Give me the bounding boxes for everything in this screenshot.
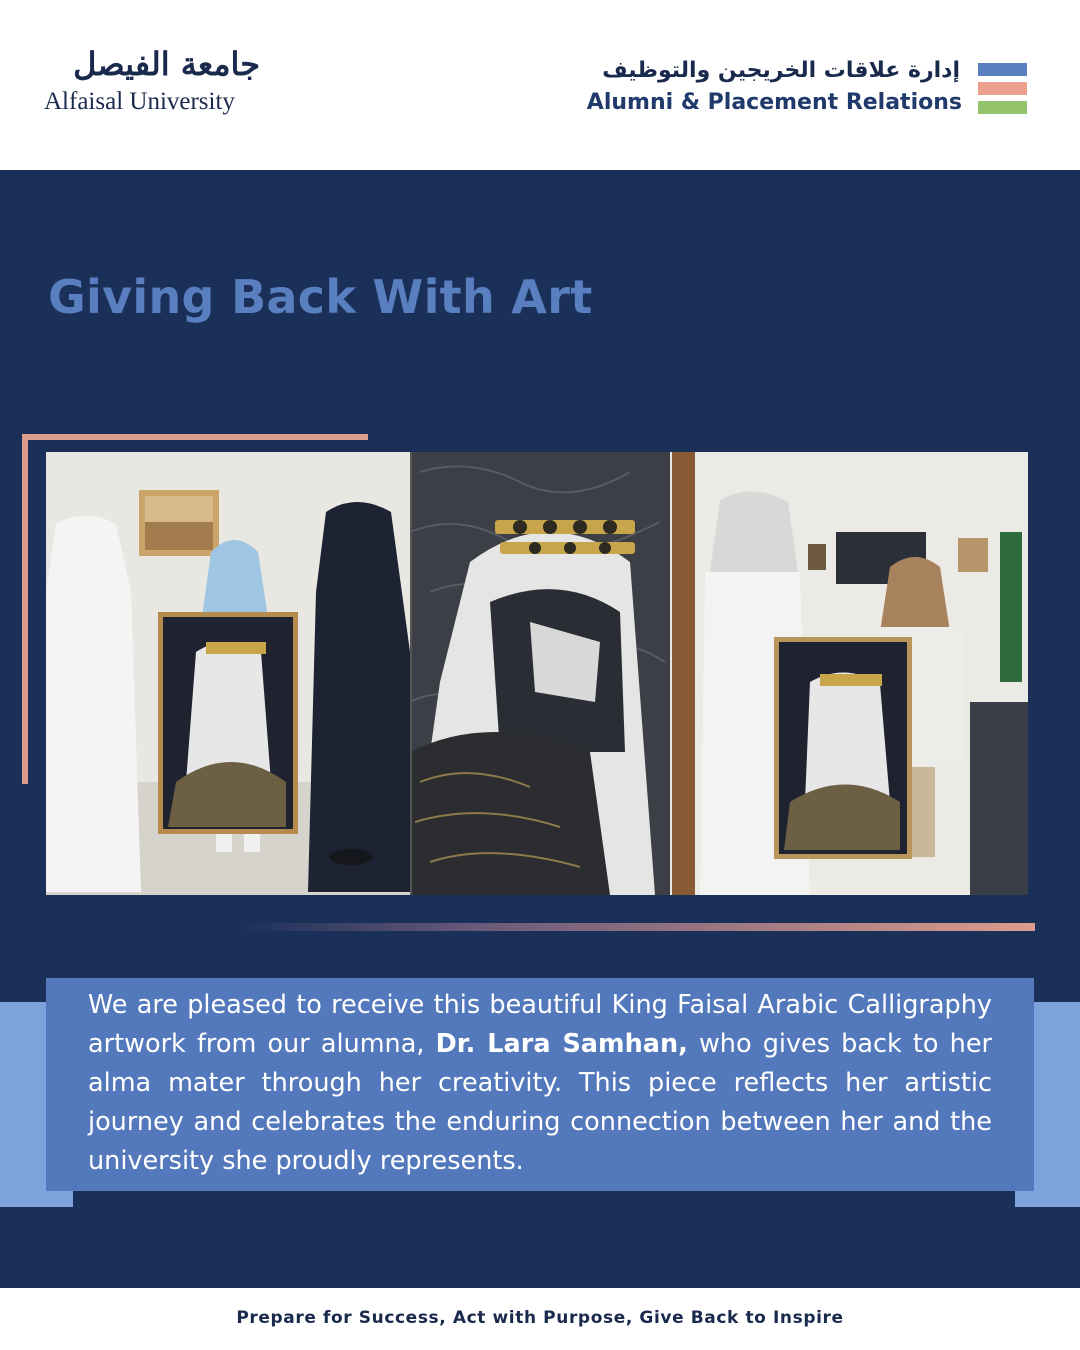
university-name-english: Alfaisal University (44, 88, 235, 115)
photo-calligraphy-closeup (410, 452, 670, 895)
description-paragraph (88, 986, 992, 1181)
logo-stripe-green-icon (978, 101, 1027, 114)
logo-stripe-blue-icon (978, 63, 1027, 76)
accent-underline (240, 923, 1035, 931)
footer-tagline: Prepare for Success, Act with Purpose, Give Back to Inspire (236, 1308, 844, 1328)
alumna-name: Dr. Lara Samhan, (435, 1029, 688, 1059)
paragraph-text-start: We are pleased to receive this beautiful King Faisal Arabic Calligraphy artwork from our alumna, (88, 990, 992, 1059)
paragraph-text-end: who gives back to her alma mater through her creativity. This piece reflects her artistic journey and celebrates the enduring connection between her and the university she proudly represents. (88, 1029, 992, 1176)
header (0, 0, 1080, 170)
footer (0, 1288, 1080, 1350)
accent-frame-left (22, 434, 28, 784)
department-name-arabic: إدارة علاقات الخريجين والتوظيف (602, 58, 960, 83)
photo-presentation-right (670, 452, 1028, 895)
page-title: Giving Back With Art (48, 270, 593, 324)
description-box (46, 978, 1034, 1191)
accent-frame-top (22, 434, 368, 440)
department-name-english: Alumni & Placement Relations (586, 90, 962, 115)
photo-presentation-left (46, 452, 410, 895)
logo-stripe-salmon-icon (978, 82, 1027, 95)
university-name-arabic: جامعة الفيصل (73, 45, 260, 83)
main-panel (0, 170, 1080, 1288)
photo-collage (46, 452, 1028, 895)
